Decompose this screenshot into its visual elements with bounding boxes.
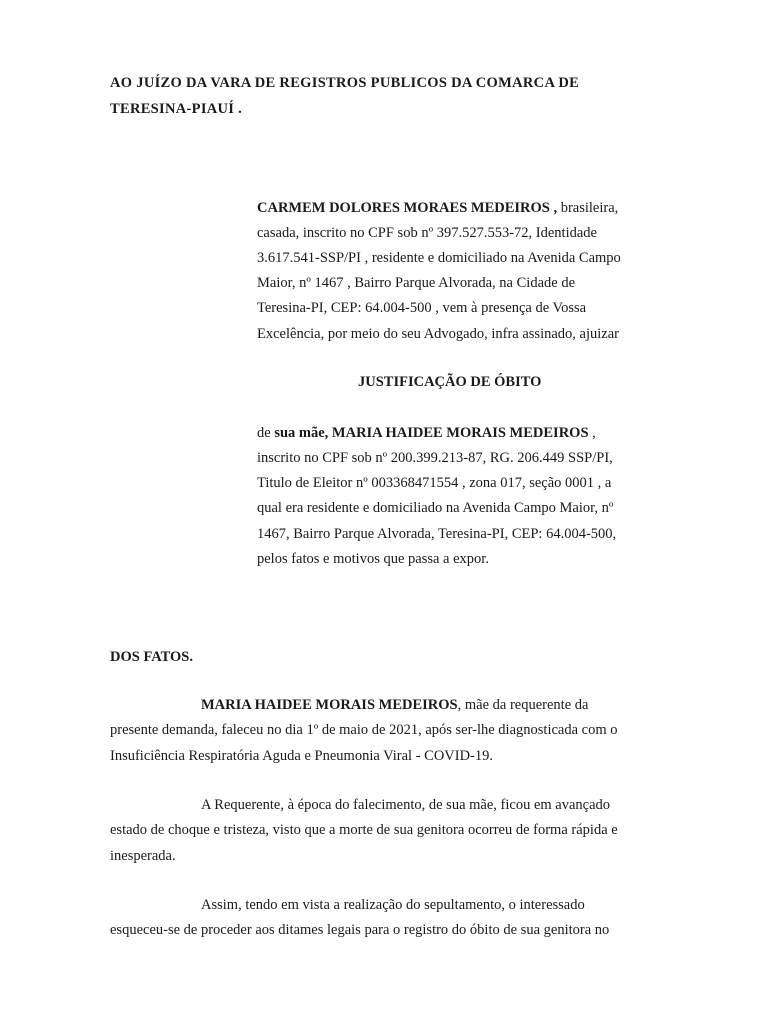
- party-line-3: 3.617.541-SSP/PI , residente e domiciliado na Avenida Campo: [257, 250, 621, 266]
- facts-p3-line-1: Assim, tendo em vista a realização do sepultamento, o interessado: [201, 897, 585, 913]
- deceased-line-4: qual era residente e domiciliado na Avenida Campo Maior, nº: [257, 500, 614, 516]
- party-line-2: casada, inscrito no CPF sob nº 397.527.553-72, Identidade: [257, 225, 597, 241]
- deceased-name: sua mãe, MARIA HAIDEE MORAIS MEDEIROS: [274, 425, 589, 441]
- deceased-line-3: Titulo de Eleitor nº 003368471554 , zona 017, seção 0001 , a: [257, 475, 612, 491]
- deceased-line-1: de sua mãe, MARIA HAIDEE MORAIS MEDEIROS ,: [257, 425, 596, 441]
- section-heading-facts: DOS FATOS.: [110, 649, 193, 665]
- court-address-line-1: AO JUÍZO DA VARA DE REGISTROS PUBLICOS DA COMARCA DE: [110, 75, 580, 91]
- facts-p1-line-2: presente demanda, faleceu no dia 1º de maio de 2021, após ser-lhe diagnosticada com o: [110, 722, 618, 738]
- facts-p2-line-2: estado de choque e tristeza, visto que a morte de sua genitora ocorreu de forma rápida e: [110, 822, 618, 838]
- deceased-line-6: pelos fatos e motivos que passa a expor.: [257, 551, 489, 567]
- petitioner-name: CARMEM DOLORES MORAES MEDEIROS ,: [257, 200, 558, 216]
- facts-p1-line-1: MARIA HAIDEE MORAIS MEDEIROS, mãe da requerente da: [201, 697, 589, 713]
- court-address-line-2: TERESINA-PIAUÍ .: [110, 101, 243, 117]
- facts-p2-line-3: inesperada.: [110, 848, 176, 864]
- deceased-line-2: inscrito no CPF sob nº 200.399.213-87, RG. 206.449 SSP/PI,: [257, 450, 613, 466]
- party-line-6: Excelência, por meio do seu Advogado, infra assinado, ajuizar: [257, 326, 619, 342]
- party-line-5: Teresina-PI, CEP: 64.004-500 , vem à presença de Vossa: [257, 300, 587, 316]
- facts-p3-line-2: esqueceu-se de proceder aos ditames legais para o registro do óbito de sua genitora no: [110, 922, 610, 938]
- action-title: JUSTIFICAÇÃO DE ÓBITO: [358, 374, 542, 390]
- party-line-4: Maior, nº 1467 , Bairro Parque Alvorada, na Cidade de: [257, 275, 576, 291]
- facts-p1-line-3: Insuficiência Respiratória Aguda e Pneumonia Viral - COVID-19.: [110, 748, 494, 764]
- party-line-1: CARMEM DOLORES MORAES MEDEIROS , brasileira,: [257, 200, 619, 216]
- deceased-line-5: 1467, Bairro Parque Alvorada, Teresina-PI, CEP: 64.004-500,: [257, 526, 617, 542]
- facts-p2-line-1: A Requerente, à época do falecimento, de sua mãe, ficou em avançado: [201, 797, 611, 813]
